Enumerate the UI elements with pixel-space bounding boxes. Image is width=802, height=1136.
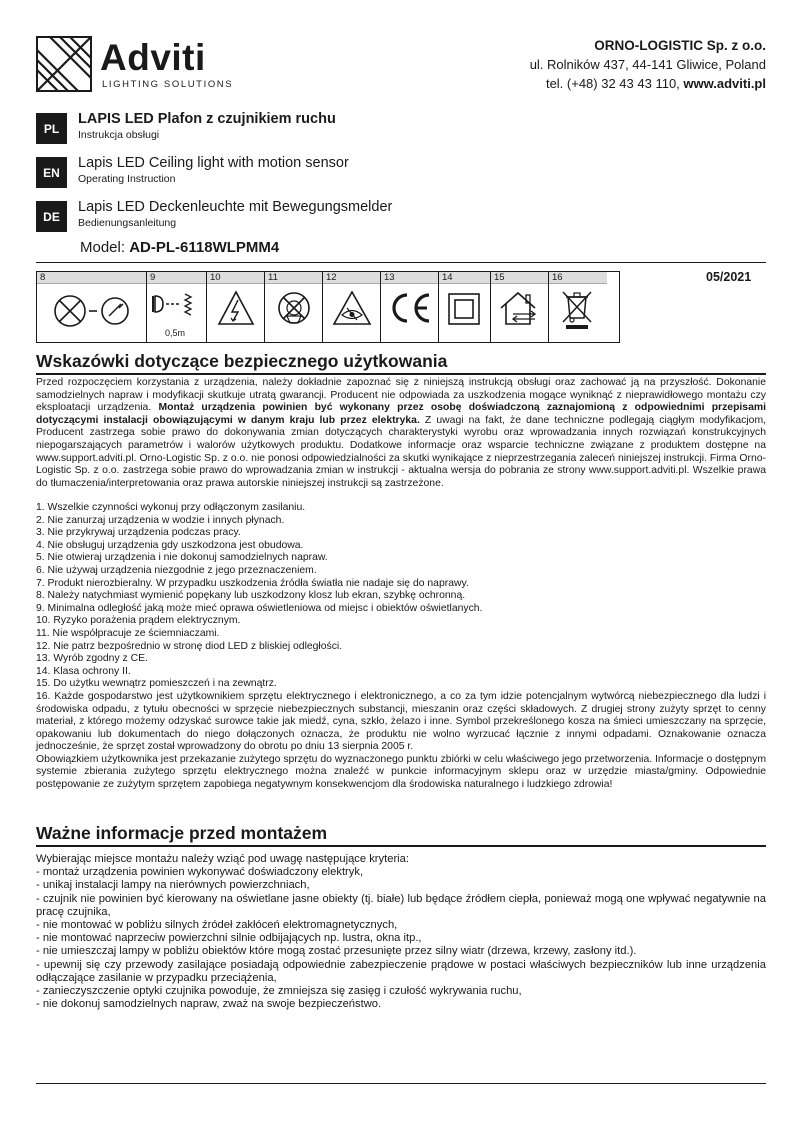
list-item: 14. Klasa ochrony II.	[36, 665, 131, 677]
section-divider	[36, 845, 766, 847]
brand-name: Adviti	[100, 37, 206, 78]
list-item: 8. Należy natychmiast wymienić popękany lub uszkodzony klosz lub ekran, szybkę ochronną.	[36, 590, 466, 602]
symbol-number: 9	[147, 272, 206, 284]
list-item: - upewnij się czy przewody zasilające posiadają odpowiednie zabezpieczenie prądowe w postaci właściwych bezpieczników lub inne urządzenia odłączające zasilanie w przypadku przeciążenia,	[36, 958, 766, 984]
list-item: 2. Nie zanurzaj urządzenia w wodzie i innych płynach.	[36, 514, 285, 526]
lang-subtitle-de: Bedienungsanleitung	[78, 217, 177, 229]
company-name: ORNO-LOGISTIC Sp. z o.o.	[594, 38, 766, 53]
model-label: Model:	[80, 239, 130, 256]
lang-title-en: Lapis LED Ceiling light with motion sensor	[78, 155, 349, 171]
list-item: - nie montować w pobliżu silnych źródeł zakłóceń elektromagnetycznych,	[36, 919, 398, 932]
company-website[interactable]: www.adviti.pl	[683, 76, 766, 91]
list-item: 15. Do użytku wewnątrz pomieszczeń i na zewnątrz.	[36, 678, 277, 690]
symbol-cell-10	[207, 272, 265, 342]
list-item: 5. Nie otwieraj urządzenia i nie dokonuj samodzielnych napraw.	[36, 552, 328, 564]
list-item: - nie dokonuj samodzielnych napraw, zważ na swoje bezpieczeństwo.	[36, 998, 382, 1011]
installation-intro: Wybierając miejsce montażu należy wziąć pod uwagę następujące kryteria:	[36, 853, 409, 865]
list-item: - nie montować naprzeciw powierzchni silnie odbijających np. lustra, okna itp.,	[36, 932, 422, 945]
electric-shock-warning-icon	[207, 286, 265, 342]
divider	[36, 262, 766, 263]
symbol-number: 11	[265, 272, 322, 284]
lang-badge-pl: PL	[36, 113, 67, 144]
symbol-cell-14	[439, 272, 491, 342]
safety-closing: Obowiązkiem użytkownika jest przekazanie zużytego sprzętu do wyznaczonego punktu zbiórki w celu właściwego jego przetworzenia. Informacje o dostępnym systemie zbierania zużytego sprzętu elektrycznego można znaleźć w punkcie informacyjnym sklepu oraz w urzędzie miasta/gminy. Odpowiednie postępowanie ze zużytym sprzętem zapobiega negatywnym konsekwencjom dla środowiska naturalnego i ludzkiego zdrowia!	[36, 753, 766, 791]
distance-caption: 0,5m	[165, 328, 186, 338]
section-title-installation: Ważne informacje przed montażem	[36, 823, 328, 843]
brand-tagline: LIGHTING SOLUTIONS	[102, 79, 234, 90]
installation-list	[36, 853, 766, 1011]
adviti-logo-icon	[36, 36, 92, 92]
symbol-cell-16	[549, 272, 607, 342]
class-ii-icon	[439, 286, 491, 342]
lang-title-pl: LAPIS LED Plafon z czujnikiem ruchu	[78, 111, 336, 127]
page-header	[36, 30, 766, 98]
safety-list	[36, 502, 766, 792]
language-row-en	[36, 153, 766, 193]
section-divider	[36, 373, 766, 375]
model-value: AD-PL-6118WLPMM4	[129, 239, 280, 256]
symbol-cell-8	[37, 272, 147, 342]
weee-bin-icon	[549, 286, 607, 342]
list-item: 6. Nie używaj urządzenia niezgodnie z jego przeznaczeniem.	[36, 564, 317, 576]
indoor-outdoor-icon	[491, 286, 549, 342]
list-item: - unikaj instalacji lampy na nierównych powierzchniach,	[36, 879, 310, 892]
list-item: - czujnik nie powinien być kierowany na oświetlane jasne obiekty (tj. białe) lub będące źródłem ciepła, ponieważ mogą one wpływać negatywnie na pracę czujnika,	[36, 892, 766, 918]
safety-intro-text: Przed rozpoczęciem korzystania z urządzenia, należy dokładnie zapoznać się z niniejszą instrukcją obsługi oraz zachować ją na przyszłość. Dokonanie samodzielnych napraw i modyfikacji skutkuje utratą gwarancji. Producent nie odpowiada za uszkodzenia mogące wyniknąć z nieprawidłowego montażu czy eksploatacji urządzenia.	[36, 377, 766, 414]
language-row-de	[36, 197, 766, 237]
list-item-weee: 16. Każde gospodarstwo jest użytkownikiem sprzętu elektrycznego i elektronicznego, a co za tym idzie potencjalnym wytwórcą niebezpiecznego dla ludzi i środowiska odpadu, z tytułu obecności w sprzęcie niebezpiecznych substancji, mieszanin oraz części składowych. Z drugiej strony zużyty sprzęt to cenny materiał, z którego możemy odzyskać surowce takie jak miedź, cyna, szkło, żelazo i inne. Symbol przekreślonego kosza na śmieci umieszczany na sprzęcie, opakowaniu lub dokumentach do niego dołączonych oznacza, że produktu nie wolno wyrzucać łącznie z innymi odpadami. Oznakowanie oznacza jednocześnie, że sprzęt został wprowadzony do obrotu po dniu 13 sierpnia 2005 r.	[36, 690, 766, 753]
list-item: 11. Nie współpracuje ze ściemniaczami.	[36, 627, 220, 639]
safety-intro	[36, 377, 766, 490]
company-info	[530, 36, 766, 93]
list-item: 7. Produkt nierozbieralny. W przypadku uszkodzenia źródła światła nie nadaje się do naprawy.	[36, 577, 469, 589]
language-row-pl	[36, 109, 766, 149]
list-item: 9. Minimalna odległość jaką może mieć oprawa oświetleniowa od miejsc i obiektów oświetlanych.	[36, 602, 483, 614]
model-line	[80, 239, 279, 256]
list-item: - nie umieszczaj lampy w pobliżu obiektów które mogą zostać przesunięte przez silny wiatr (drzewa, krzewy, zasłony itd.).	[36, 945, 637, 958]
ce-mark-icon	[381, 286, 439, 342]
lang-badge-de: DE	[36, 201, 67, 232]
lamp-cleaning-icon	[37, 286, 147, 342]
list-item: 4. Nie obsługuj urządzenia gdy uszkodzona jest obudowa.	[36, 539, 304, 551]
lang-badge-en: EN	[36, 157, 67, 188]
symbol-number: 12	[323, 272, 380, 284]
lang-subtitle-en: Operating Instruction	[78, 173, 176, 185]
symbol-number: 10	[207, 272, 264, 284]
language-list	[36, 109, 766, 241]
safety-intro-text-2: Z uwagi na fakt, że dane techniczne podlegają ciągłym modyfikacjom, Producent zastrzega sobie prawo do dokonywania zmian dotyczących charakterystyki wyrobu oraz wprowadzania innych rozwiązań konstrukcyjnych niepogarszających parametrów i walorów użytkowych produktu. Dodatkowe informacje oraz wsparcie techniczne związane z produktem dostępne na www.support.adviti.pl. Orno-Logistic Sp. z o.o. nie ponosi odpowiedzialności za skutki wynikające z nieprzestrzegania zaleceń niniejszej instrukcji. Firma Orno-Logistic Sp. z o.o. zastrzega sobie prawo do wprowadzania zmian w instrukcji - aktualna wersja do pobrania ze strony www.support.adviti.pl. Wszelkie prawa do tłumaczenia/interpretowania oraz prawa autorskie niniejszej instrukcji są zastrzeżone.	[36, 414, 766, 489]
company-contact	[530, 74, 766, 93]
lang-title-de: Lapis LED Deckenleuchte mit Bewegungsmelder	[78, 199, 393, 215]
symbol-number: 8	[37, 272, 146, 284]
list-item: 3. Nie przykrywaj urządzenia podczas pracy.	[36, 527, 241, 539]
symbol-strip	[36, 271, 620, 343]
symbol-number: 16	[549, 272, 607, 284]
footer-divider	[36, 1083, 766, 1084]
list-item: 1. Wszelkie czynności wykonuj przy odłączonym zasilaniu.	[36, 502, 306, 513]
distance-icon	[147, 286, 207, 326]
symbol-cell-13	[381, 272, 439, 342]
symbol-number: 13	[381, 272, 438, 284]
no-look-led-icon	[323, 286, 381, 342]
company-phone: tel. (+48) 32 43 43 110,	[545, 76, 684, 91]
safety-intro-bold: Montaż urządzenia powinien być wykonany przez osobę doświadczoną zaznajomioną z odpowiednimi przepisami dotyczącymi instalacji obowiązującymi w danym kraju lub przez elektryka.	[36, 402, 766, 426]
lang-subtitle-pl: Instrukcja obsługi	[78, 129, 160, 141]
symbol-number: 14	[439, 272, 490, 284]
symbol-cell-12	[323, 272, 381, 342]
list-item: 10. Ryzyko porażenia prądem elektrycznym.	[36, 615, 241, 627]
list-item: 12. Nie patrz bezpośrednio w stronę diod LED z bliskiej odległości.	[36, 640, 343, 652]
no-dismantle-icon	[265, 286, 323, 342]
document-date: 05/2021	[706, 270, 752, 284]
symbol-cell-9	[147, 272, 207, 342]
brand-logo	[36, 36, 236, 92]
section-title-safety: Wskazówki dotyczące bezpiecznego użytkowania	[36, 351, 448, 371]
company-address: ul. Rolników 437, 44-141 Gliwice, Poland	[529, 57, 766, 72]
symbol-cell-15	[491, 272, 549, 342]
list-item: - montaż urządzenia powinien wykonywać doświadczony elektryk,	[36, 866, 364, 879]
symbol-cell-11	[265, 272, 323, 342]
list-item: - zanieczyszczenie optyki czujnika powoduje, że zmniejsza się zasięg i czułość wykrywania ruchu,	[36, 985, 522, 998]
list-item: 13. Wyrób zgodny z CE.	[36, 653, 148, 665]
symbol-number: 15	[491, 272, 548, 284]
